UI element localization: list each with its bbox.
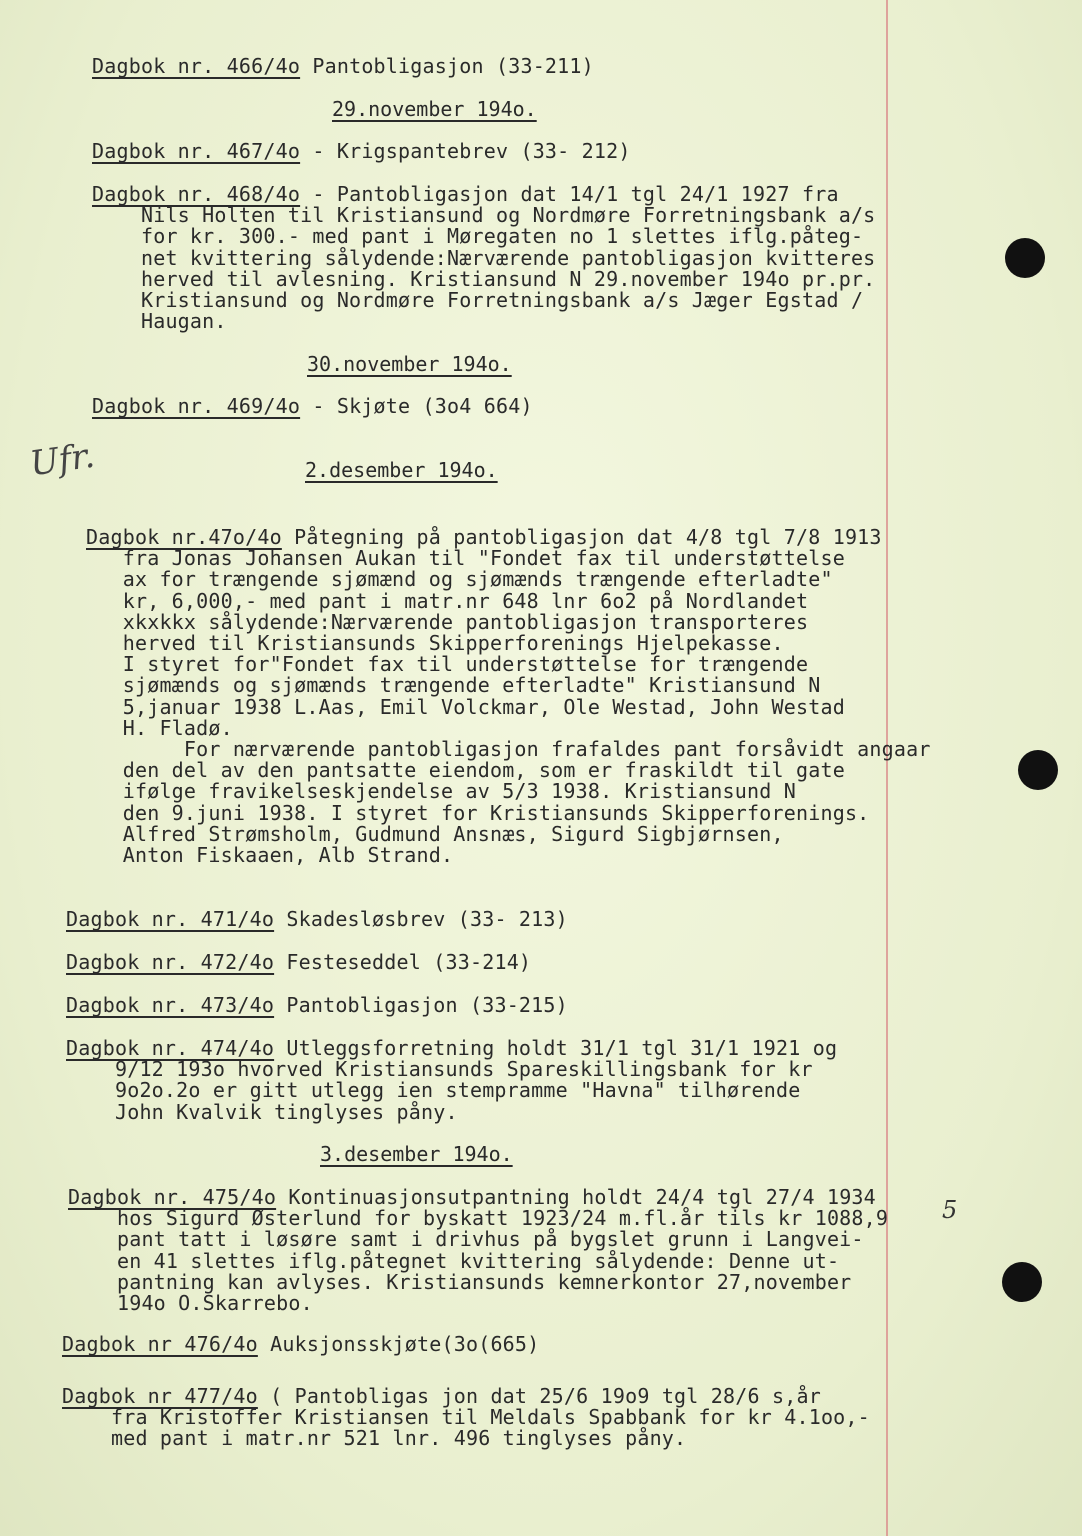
entry-text: 9o2o.2o er gitt utlegg ien stempramme "Havna" tilhørende [66, 1078, 801, 1103]
margin-note: Ufr. [27, 435, 98, 485]
entry-text: Pantobligasjon (33-215) [274, 993, 568, 1017]
date-heading: 2.desember 194o. [305, 458, 498, 482]
entry-text: - Pantobligasjon dat 14/1 tgl 24/1 1927 fra [300, 182, 839, 206]
entry-text: sjømænds og sjømænds trængende efterladte" Kristiansund N [86, 673, 821, 698]
entry-reference: Dagbok nr 477/4o [62, 1384, 258, 1408]
entry-first-line [92, 140, 631, 162]
entry-text: fra Kristoffer Kristiansen til Meldals Spabbank for kr 4.1oo,- [62, 1405, 870, 1430]
entry-line [86, 802, 869, 824]
entry-text: ifølge fravikelseskjendelse av 5/3 1938. Kristiansund N [86, 779, 796, 804]
entry-line [92, 225, 863, 247]
date-heading: 30.november 194o. [307, 352, 512, 376]
entry-text: kr, 6,000,- med pant i matr.nr 648 lnr 6o2 på Nordlandet [86, 588, 809, 613]
entry-first-line [66, 908, 568, 930]
entry-text: den 9.juni 1938. I styret for Kristiansunds Skipperforenings. [86, 800, 870, 825]
entry-text: herved til Kristiansunds Skipperforenings Hjelpekasse. [86, 631, 784, 655]
entry-line [86, 590, 808, 612]
entry-text: Anton Fiskaaen, Alb Strand. [86, 843, 454, 867]
entry-line [86, 653, 808, 675]
entry-text: fra Jonas Johansen Aukan til "Fondet fax til understøttelse [86, 546, 845, 571]
entry-text: Nils Holten til Kristiansund og Nordmøre Forretningsbank a/s [92, 203, 876, 228]
entry-first-line [92, 183, 839, 205]
date-heading: 3.desember 194o. [320, 1142, 513, 1166]
entry-text: 5,januar 1938 L.Aas, Emil Volckmar, Ole Westad, John Westad [86, 694, 845, 719]
entry-text: - Krigspantebrev (33- 212) [300, 139, 631, 163]
entry-first-line [66, 1037, 837, 1059]
entry-text: Pantobligasjon (33-211) [300, 54, 594, 78]
entry-line [86, 547, 845, 569]
handwritten-correction: 5 [942, 1196, 958, 1224]
entry-first-line [62, 1333, 539, 1355]
entry-reference: Dagbok nr. 472/4o [66, 950, 275, 974]
entry-text: Haugan. [92, 309, 227, 334]
entry-reference: Dagbok nr. 468/4o [92, 182, 301, 206]
entry-first-line [86, 526, 882, 548]
entry-text: John Kvalvik tinglyses påny. [66, 1099, 458, 1124]
entry-first-line [62, 1385, 821, 1407]
entry-line [86, 738, 931, 760]
entry-line [68, 1228, 864, 1250]
punch-hole [1002, 1262, 1042, 1302]
entry-text: Alfred Strømsholm, Gudmund Ansnæs, Sigurd Sigbjørnsen, [86, 821, 784, 846]
entry-reference: Dagbok nr. 474/4o [66, 1036, 275, 1060]
entry-first-line [66, 951, 531, 973]
entry-text: 194o O.Skarrebo. [68, 1291, 313, 1315]
punch-hole [1018, 750, 1058, 790]
entry-reference: Dagbok nr. 469/4o [92, 394, 301, 418]
entry-line [68, 1250, 839, 1272]
entry-line [86, 632, 784, 654]
entry-text: den del av den pantsatte eiendom, som er fraskildt til gate [86, 758, 845, 783]
entry-line [92, 268, 875, 290]
entry-reference: Dagbok nr 476/4o [62, 1332, 258, 1356]
entry-line [86, 717, 233, 739]
entry-text: I styret for"Fondet fax til understøttelse for trængende [86, 652, 809, 677]
entry-line [62, 1427, 686, 1449]
entry-reference: Dagbok nr. 475/4o [68, 1185, 277, 1209]
entry-line [92, 204, 875, 226]
entry-line [86, 674, 820, 696]
entry-text: - Skjøte (3o4 664) [300, 394, 533, 418]
entry-text: xkxkkx sålydende:Nærværende pantobligasjon transporteres [86, 609, 809, 634]
punch-hole [1005, 238, 1045, 278]
entry-first-line [66, 994, 568, 1016]
entry-text: hos Sigurd Østerlund for byskatt 1923/24 m.fl.år tils kr 1088,9 [68, 1206, 889, 1231]
entry-line [68, 1292, 313, 1314]
entry-text: Auksjonsskjøte(3o(665) [257, 1332, 540, 1356]
entry-line [86, 823, 784, 845]
entry-line [92, 310, 227, 332]
margin-rule [886, 0, 888, 1536]
entry-text: Utleggsforretning holdt 31/1 tgl 31/1 1921 og [274, 1036, 838, 1060]
date-heading: 29.november 194o. [332, 97, 537, 121]
entry-text: Påtegning på pantobligasjon dat 4/8 tgl 7/8 1913 [281, 525, 882, 549]
entry-text: For nærværende pantobligasjon frafaldes pant forsåvidt angaar [86, 737, 931, 761]
entry-first-line [68, 1186, 876, 1208]
entry-reference: Dagbok nr. 473/4o [66, 993, 275, 1017]
entry-line [86, 780, 796, 802]
entry-reference: Dagbok nr. 467/4o [92, 139, 301, 163]
entry-text: pant tatt i løsøre samt i drivhus på bygslet grunn i Langvei- [68, 1227, 864, 1252]
entry-line [66, 1079, 800, 1101]
entry-text: Kristiansund og Nordmøre Forretningsbank a/s Jæger Egstad / [92, 288, 864, 312]
entry-first-line [92, 395, 533, 417]
entry-text: Festeseddel (33-214) [274, 950, 532, 974]
entry-line [86, 759, 845, 781]
entry-line [68, 1271, 851, 1293]
entry-line [68, 1207, 888, 1229]
entry-line [86, 611, 808, 633]
entry-first-line [92, 55, 594, 77]
entry-reference: Dagbok nr. 466/4o [92, 54, 301, 78]
entry-line [62, 1406, 870, 1428]
entry-line [66, 1101, 458, 1123]
entry-text: H. Fladø. [86, 715, 233, 740]
entry-line [92, 289, 863, 311]
entry-text: Skadesløsbrev (33- 213) [274, 907, 568, 931]
entry-text: for kr. 300.- med pant i Møregaten no 1 slettes iflg.påteg- [92, 224, 864, 249]
entry-text: en 41 slettes iflg.påtegnet kvittering sålydende: Denne ut- [68, 1248, 840, 1273]
entry-line [86, 696, 845, 718]
entry-line [86, 568, 833, 590]
entry-text: med pant i matr.nr 521 lnr. 496 tinglyses påny. [62, 1426, 687, 1451]
entry-line [92, 247, 875, 269]
entry-reference: Dagbok nr. 471/4o [66, 907, 275, 931]
entry-text: net kvittering sålydende:Nærværende pantobligasjon kvitteres [92, 245, 876, 270]
entry-text: 9/12 193o hvorved Kristiansunds Spareskillingsbank for kr [66, 1057, 813, 1082]
entry-text: pantning kan avlyses. Kristiansunds kemnerkontor 27,november [68, 1269, 852, 1294]
entry-reference: Dagbok nr.47o/4o [86, 525, 282, 549]
entry-text: Kontinuasjonsutpantning holdt 24/4 tgl 27/4 1934 [276, 1185, 876, 1209]
entry-text: herved til avlesning. Kristiansund N 29.november 194o pr.pr. [92, 266, 876, 291]
entry-text: ax for trængende sjømænd og sjømænds trængende efterladte" [86, 567, 833, 592]
entry-text: ( Pantobligas jon dat 25/6 19o9 tgl 28/6 s,år [257, 1384, 821, 1408]
entry-line [66, 1058, 813, 1080]
entry-line [86, 844, 453, 866]
